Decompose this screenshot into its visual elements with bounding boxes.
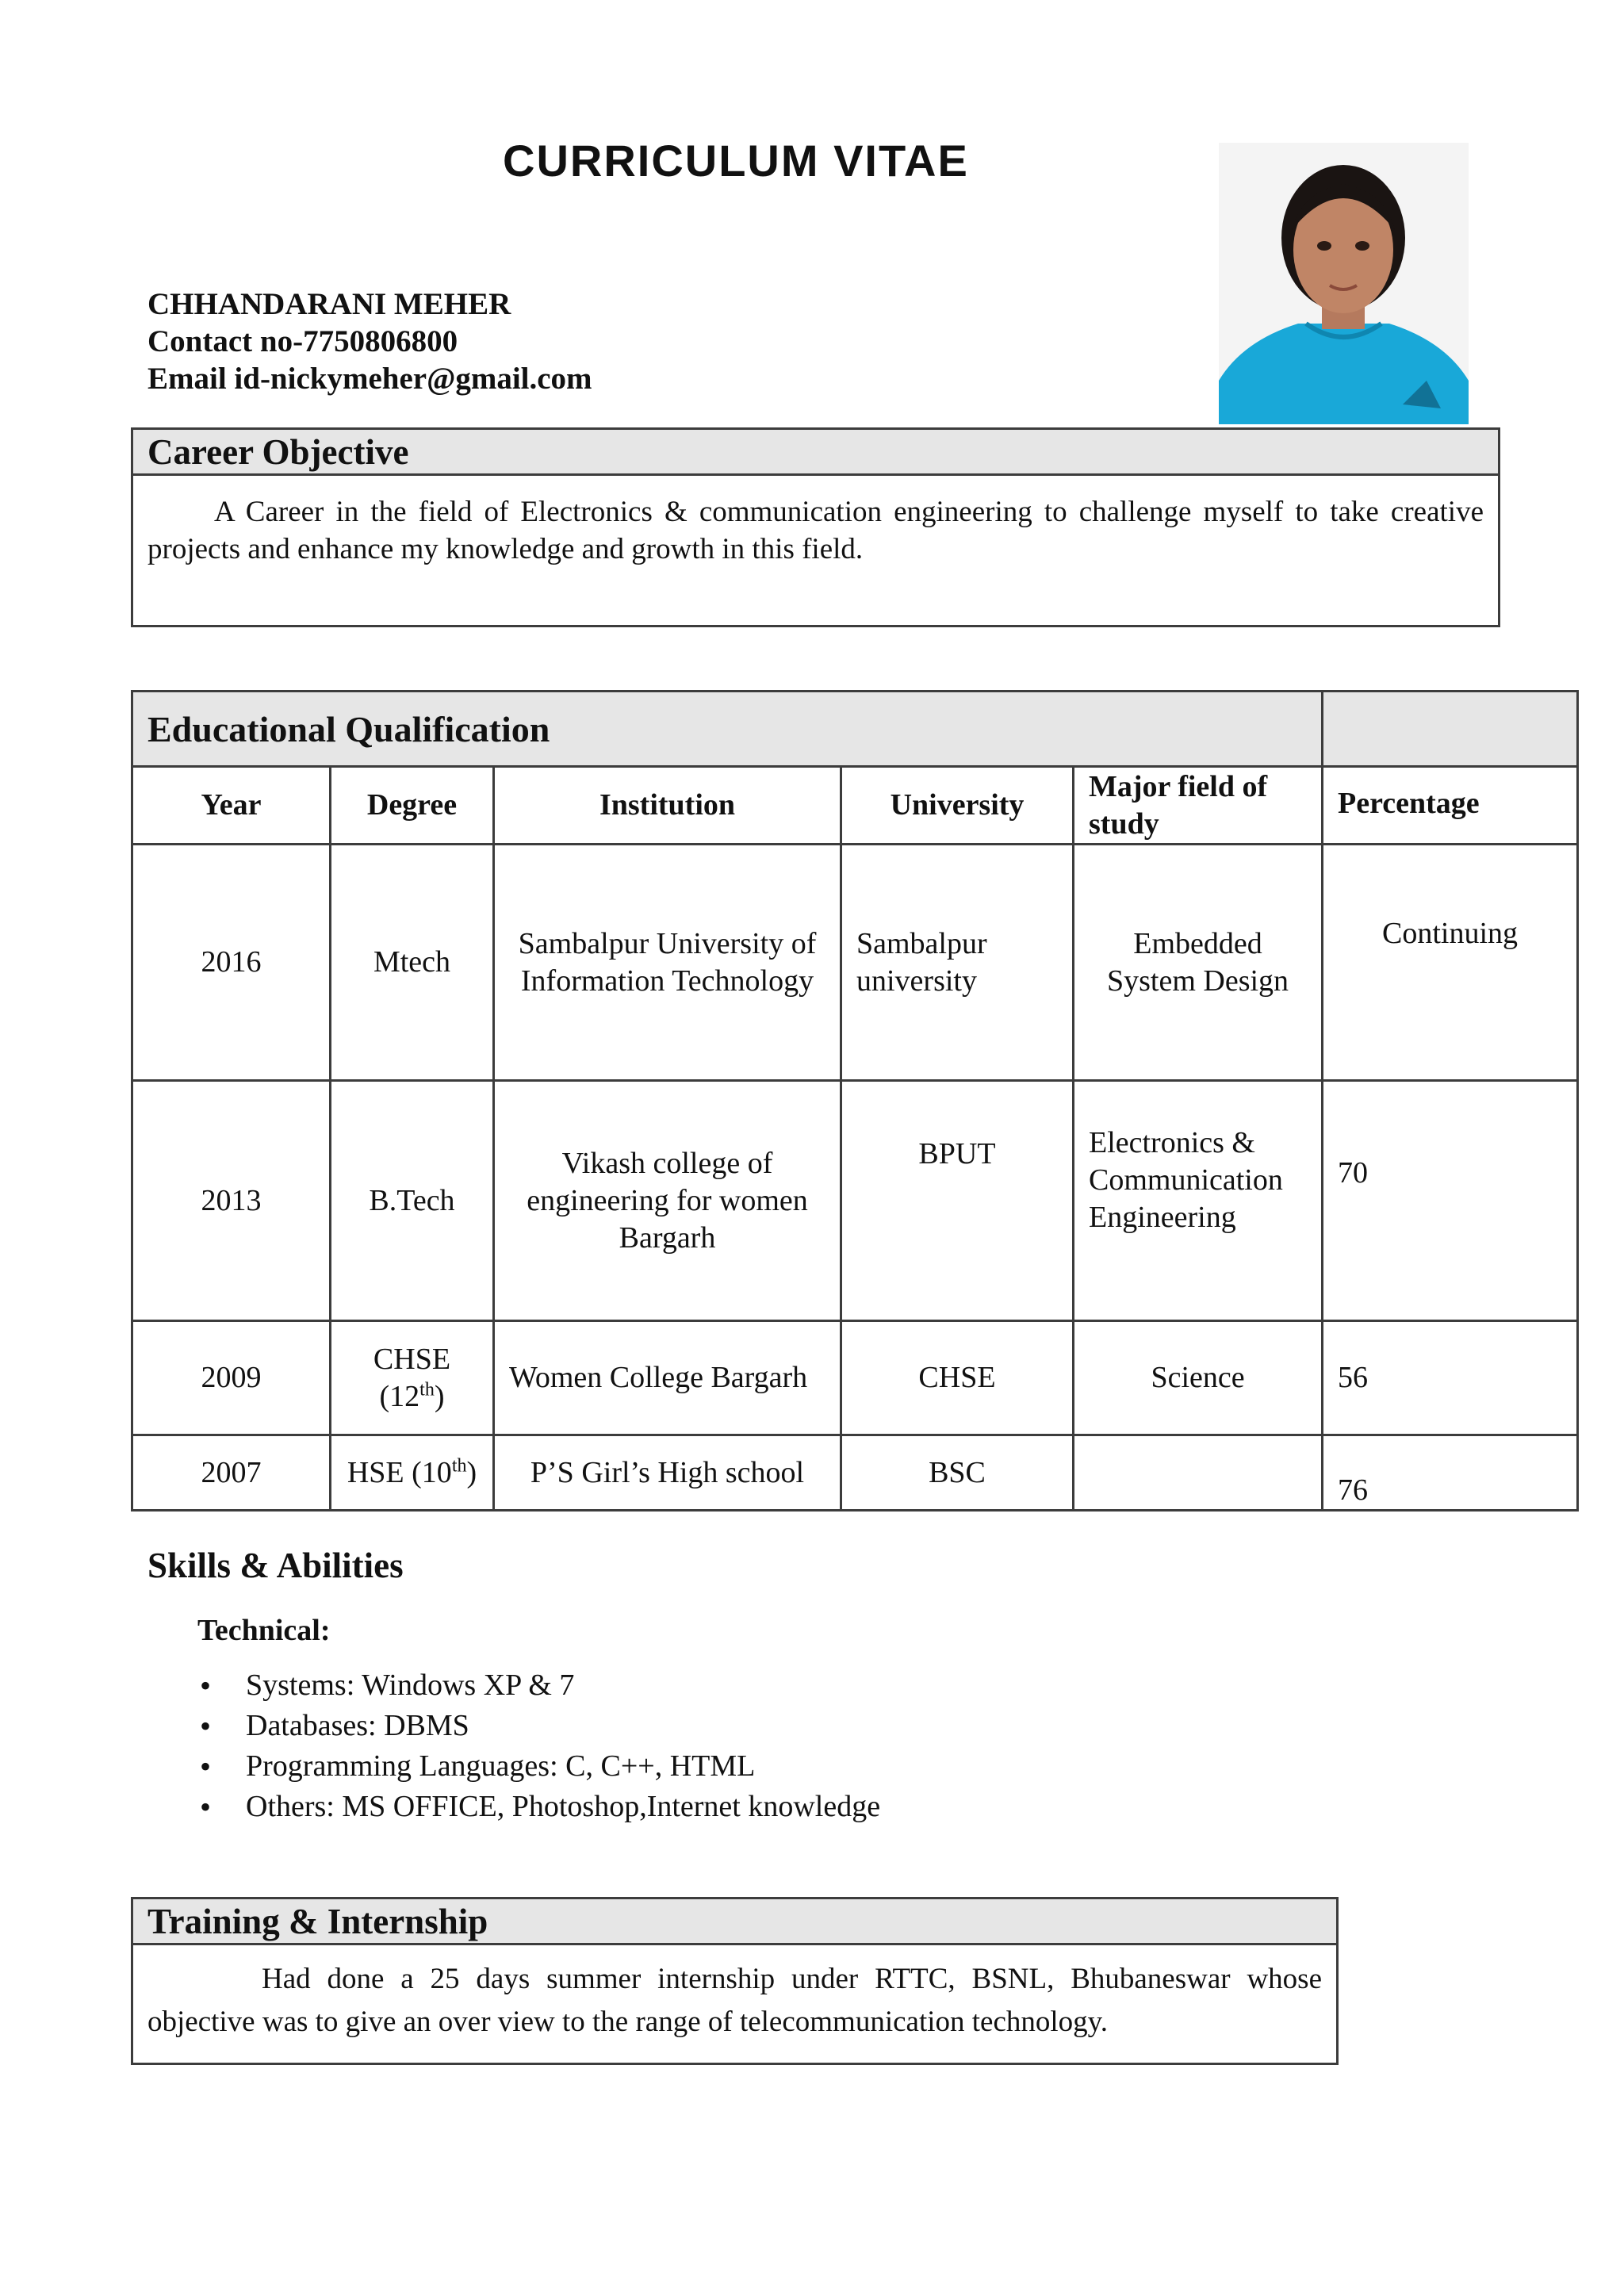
cell-year: 2016 [132,845,331,1081]
column-header-major: Major field of study [1074,767,1323,845]
career-objective-heading: Career Objective [133,430,1498,476]
cell-degree-sup: th [451,1455,467,1477]
training-heading: Training & Internship [133,1899,1336,1945]
table-row [132,1435,1578,1511]
skills-heading: Skills & Abilities [147,1546,404,1585]
document-title: CURRICULUM VITAE [503,136,969,186]
cell-year: 2009 [132,1321,331,1435]
profile-photo-image [1219,143,1469,424]
cell-degree: B.Tech [331,1081,494,1321]
cell-institution: Vikash college of engineering for women Bargarh [494,1081,841,1321]
cell-percentage: 56 [1323,1321,1578,1435]
cell-degree: Mtech [331,845,494,1081]
cell-major [1074,1435,1323,1511]
career-objective-text: A Career in the field of Electronics & communication engineering to challenge myself to take creative projects and enhance my knowledge and growth in this field. [147,496,1484,565]
column-header-percentage: Percentage [1323,767,1578,845]
cell-degree-text: HSE (10 [347,1456,452,1489]
cell-degree [331,1321,494,1435]
cell-percentage: Continuing [1323,845,1578,1081]
column-header-year: Year [132,767,331,845]
cell-percentage: 70 [1323,1081,1578,1321]
cell-institution: Sambalpur University of Information Technology [494,845,841,1081]
training-text: Had done a 25 days summer internship under RTTC, BSNL, Bhubaneswar whose objective was to give an over view to the range of telecommunication technology. [147,1963,1322,2038]
list-item: • Others: MS OFFICE, Photoshop,Internet knowledge [246,1787,880,1827]
profile-photo [1219,143,1469,424]
cell-university: BPUT [841,1081,1074,1321]
contact-block [147,285,592,397]
cell-institution: P’S Girl’s High school [494,1435,841,1511]
cell-university: Sambalpur university [841,845,1074,1081]
cell-university: BSC [841,1435,1074,1511]
cell-degree-sup: th [419,1378,435,1400]
training-section [131,1897,1339,2065]
cell-university: CHSE [841,1321,1074,1435]
cell-year: 2013 [132,1081,331,1321]
cell-degree-suffix: ) [434,1379,445,1413]
education-heading: Educational Qualification [132,692,1323,767]
skills-list [198,1665,880,1827]
cell-major: Science [1074,1321,1323,1435]
cell-major: Electronics & Communication Engineering [1074,1081,1323,1321]
list-item: • Databases: DBMS [246,1706,880,1746]
cell-degree-suffix: ) [466,1456,477,1489]
list-item: • Systems: Windows XP & 7 [246,1665,880,1706]
technical-subheading: Technical: [197,1614,331,1647]
column-header-institution: Institution [494,767,841,845]
contact-email: Email id-nickymeher@gmail.com [147,362,592,396]
cell-institution: Women College Bargarh [494,1321,841,1435]
candidate-name: CHHANDARANI MEHER [147,287,511,321]
cell-major: Embedded System Design [1074,845,1323,1081]
table-row [132,1321,1578,1435]
list-item: • Programming Languages: C, C++, HTML [246,1746,880,1787]
cell-degree [331,1435,494,1511]
education-heading-blank-cell [1323,692,1578,767]
cell-degree-text: CHSE (12 [373,1342,451,1413]
contact-phone: Contact no-7750806800 [147,324,458,358]
column-header-university: University [841,767,1074,845]
table-row [132,845,1578,1081]
education-table [131,690,1579,1511]
career-objective-section [131,427,1500,627]
cell-percentage: 76 [1323,1435,1578,1511]
cell-year: 2007 [132,1435,331,1511]
table-row [132,1081,1578,1321]
column-header-degree: Degree [331,767,494,845]
